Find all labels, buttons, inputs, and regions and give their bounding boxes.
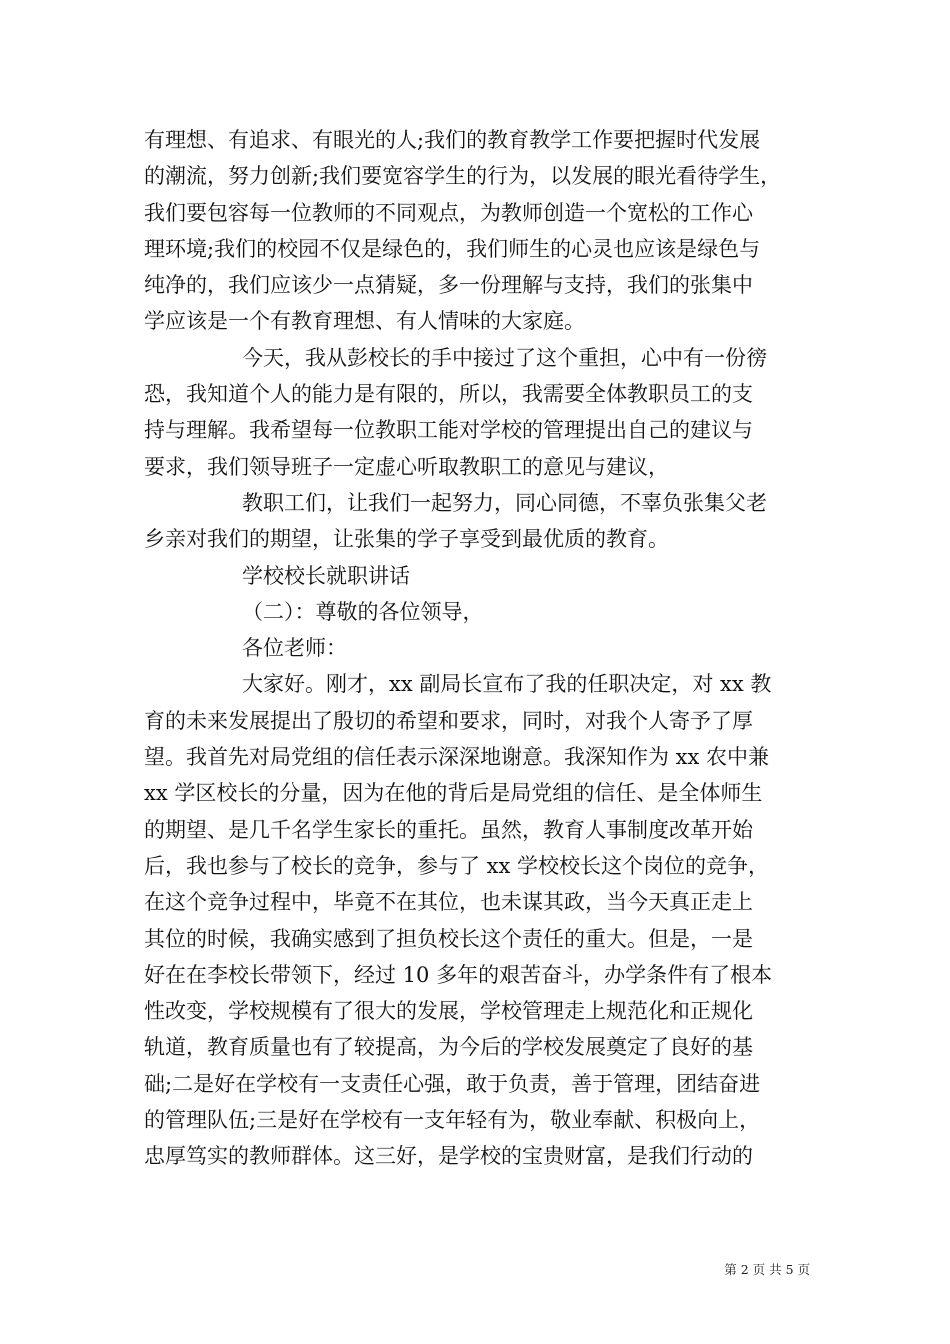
text-line: 纯净的，我们应该少一点猜疑，多一份理解与支持，我们的张集中: [144, 273, 753, 298]
text-line: 学校校长就职讲话: [242, 563, 410, 588]
text-line: （二）：尊敬的各位领导，: [242, 599, 484, 624]
text-line: 今天，我从彭校长的手中接过了这个重担，心中有一份徬: [242, 345, 767, 370]
text-line: 在这个竞争过程中，毕竟不在其位，也未谋其政，当今天真正走上: [144, 890, 753, 915]
text-line: 的潮流，努力创新;我们要宽容学生的行为，以发展的眼光看待学生，: [144, 164, 782, 189]
text-line: 大家好。刚才，xx 副局长宣布了我的任职决定，对 xx 教: [242, 672, 772, 697]
page-number-footer: 第 2 页 共 5 页: [724, 1262, 810, 1277]
text-line: 其位的时候，我确实感到了担负校长这个责任的重大。但是，一是: [144, 926, 753, 951]
text-line: 要求，我们领导班子一定虚心听取教职工的意见与建议，: [144, 454, 669, 479]
text-line: 教职工们，让我们一起努力，同心同德，不辜负张集父老: [242, 490, 767, 515]
text-line: 恐，我知道个人的能力是有限的，所以，我需要全体教职员工的支: [144, 382, 753, 407]
text-line: 各位老师：: [242, 636, 347, 661]
text-line: 理环境;我们的校园不仅是绿色的，我们师生的心灵也应该是绿色与: [144, 236, 761, 261]
text-line: 性改变，学校规模有了很大的发展，学校管理走上规范化和正规化: [144, 999, 753, 1024]
text-line: 乡亲对我们的期望，让张集的学子享受到最优质的教育。: [144, 527, 669, 552]
text-line: 好在在李校长带领下，经过 10 多年的艰苦奋斗，办学条件有了根本: [144, 962, 773, 987]
text-line: 持与理解。我希望每一位教职工能对学校的管理提出自己的建议与: [144, 418, 753, 443]
text-line: 我们要包容每一位教师的不同观点，为教师创造一个宽松的工作心: [144, 200, 753, 225]
text-line: 轨道，教育质量也有了较提高，为今后的学校发展奠定了良好的基: [144, 1035, 753, 1060]
text-line: 的期望、是几千名学生家长的重托。虽然，教育人事制度改革开始: [144, 817, 753, 842]
text-line: 后，我也参与了校长的竞争，参与了 xx 学校校长这个岗位的竞争，: [144, 853, 770, 878]
text-line: 础;二是好在学校有一支责任心强，敢于负责，善于管理，团结奋进: [144, 1071, 761, 1096]
text-line: 育的未来发展提出了殷切的希望和要求，同时，对我个人寄予了厚: [144, 708, 753, 733]
text-line: 忠厚笃实的教师群体。这三好，是学校的宝贵财富，是我们行动的: [144, 1144, 753, 1169]
text-line: xx 学区校长的分量，因为在他的背后是局党组的信任、是全体师生: [144, 781, 763, 806]
text-line: 的管理队伍;三是好在学校有一支年轻有为，敬业奉献、积极向上，: [144, 1108, 761, 1133]
document-body: [144, 122, 814, 1175]
text-line: 望。我首先对局党组的信任表示深深地谢意。我深知作为 xx 农中兼: [144, 745, 770, 770]
text-line: 有理想、有追求、有眼光的人;我们的教育教学工作要把握时代发展: [144, 128, 761, 152]
text-line: 学应该是一个有教育理想、有人情味的大家庭。: [144, 309, 585, 334]
